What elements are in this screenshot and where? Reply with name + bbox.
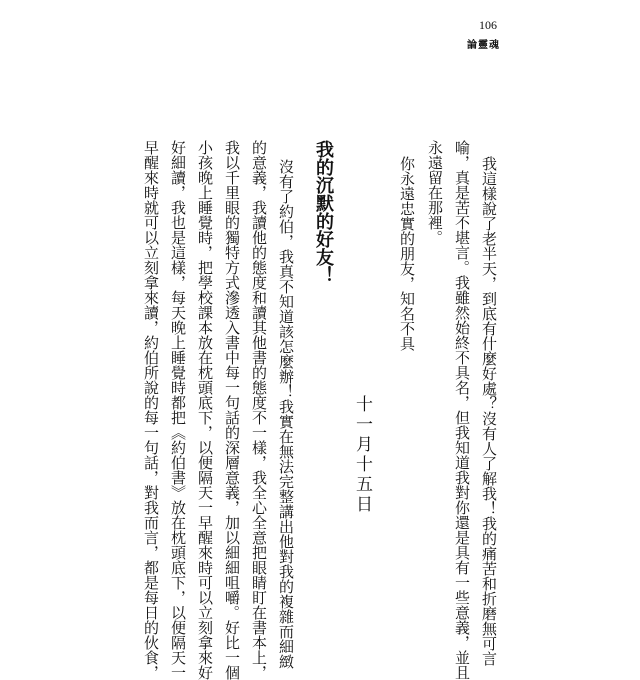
signature-line: 你永遠忠實的朋友，知名不具 [398,156,416,351]
text-column: 好細讀，我也是這樣，每天晚上睡覺時都把《約伯書》放在枕頭底下，以便隔天一 [169,140,187,680]
text-column: 我以千里眼的獨特方式滲透入書中每一句話的深層意義，加以細細咀嚼。好比一個 [223,140,241,680]
running-head: 論靈魂 [467,40,500,51]
text-column: 沒有了約伯，我真不知道該怎麼辦！我實在無法完整講出他對我的複雜而細緻 [277,159,295,669]
text-column: 喻，真是苦不堪言。我雖然始終不具名，但我知道我對你還是具有一些意義，並且 [453,140,471,680]
page-number: 106 [479,18,497,32]
letter-salutation: 我的沉默的好友！ [313,140,334,284]
text-column: 我這樣說了老半天，到底有什麼好處？沒有人了解我！我的痛苦和折磨無可言 [480,156,498,666]
text-column: 永遠留在那裡。 [426,140,444,245]
text-column: 小孩晚上睡覺時，把學校課本放在枕頭底下，以便隔天一早醒來時可以立刻拿來好 [196,140,214,680]
text-column: 的意義，我讀他的態度和讀其他書的態度不一樣，我全心全意把眼睛盯在書本上， [250,140,268,680]
date-line: 十一月十五日 [352,395,372,515]
text-column: 早醒來時就可以立刻拿來讀，約伯所說的每一句話，對我而言，都是每日的伙食， [142,140,160,680]
